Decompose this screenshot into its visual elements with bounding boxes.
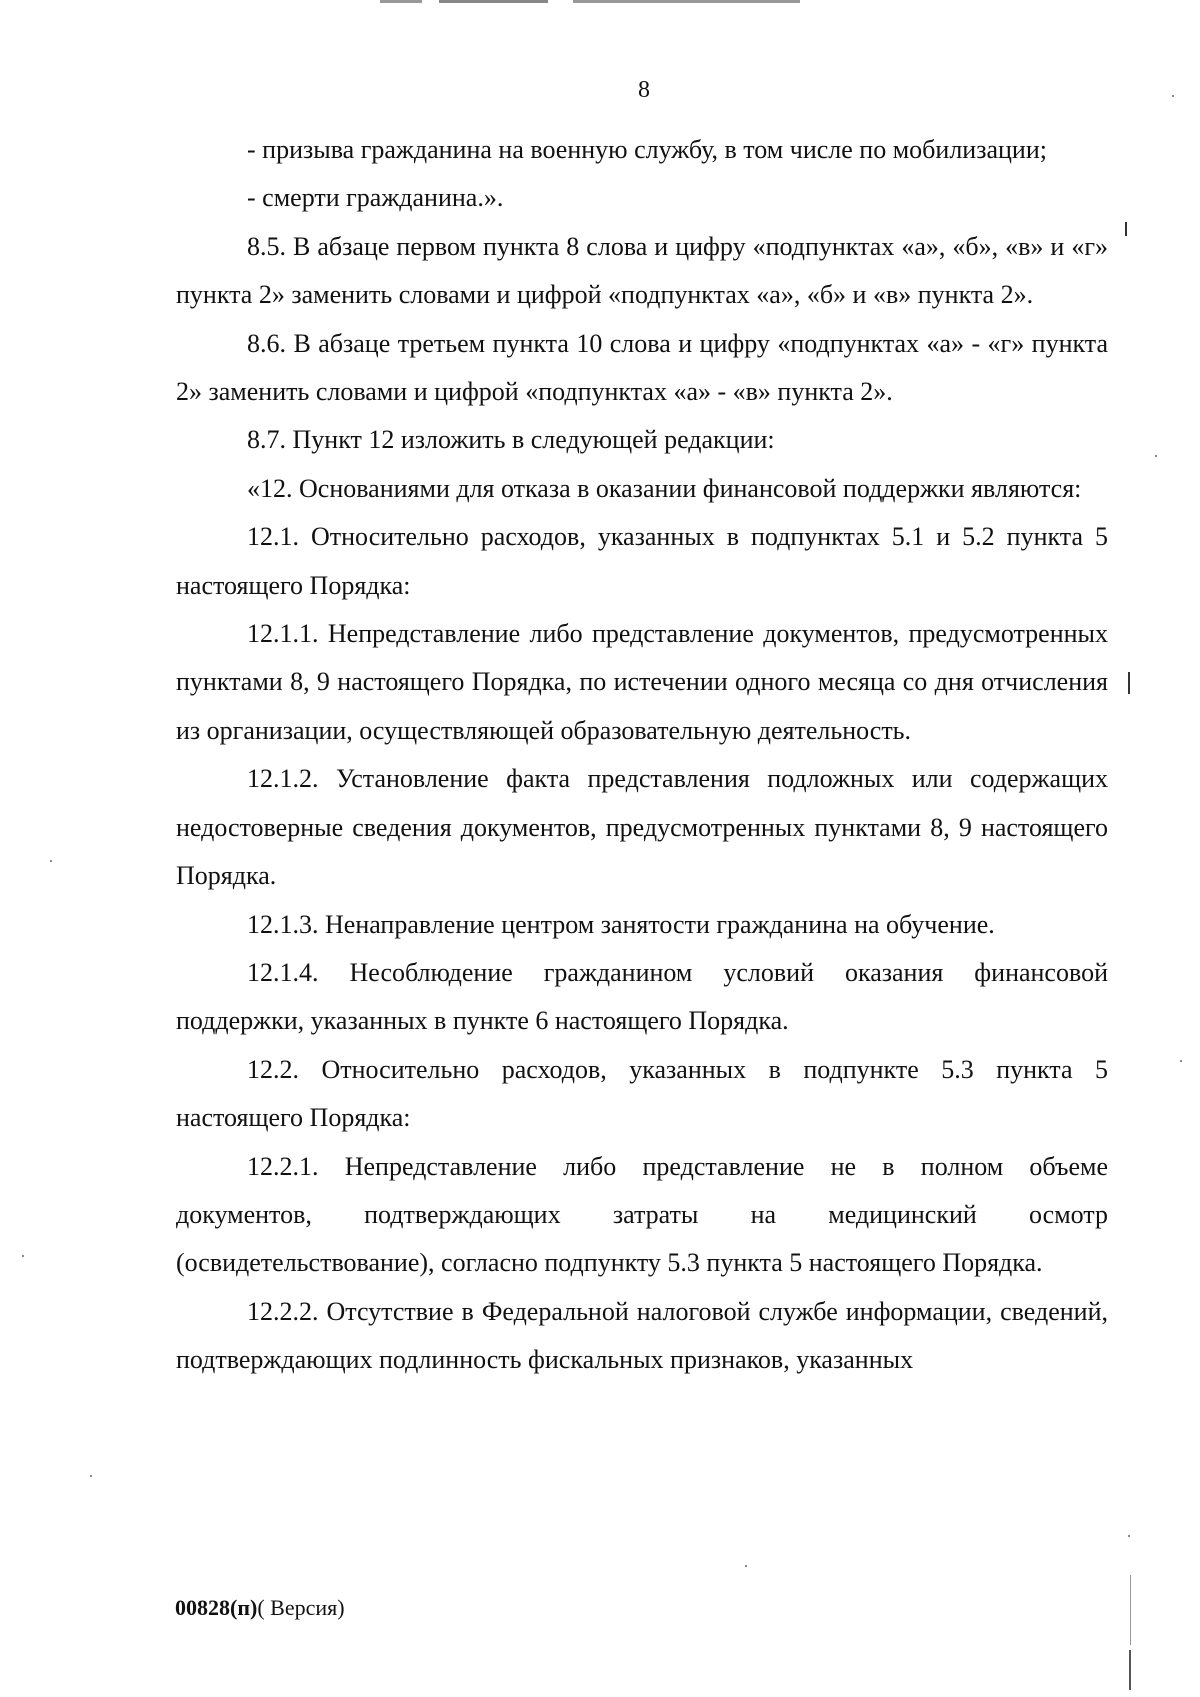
scan-dot xyxy=(745,1565,747,1567)
paragraph: 12.1.2. Установление факта представления подложных или содержащих недостоверные сведения документов, предусмотренных пунктами 8, 9 настоящего Порядка. xyxy=(176,764,1108,891)
scan-dot xyxy=(1180,1060,1182,1062)
paragraph: 12.2.2. Отсутствие в Федеральной налоговой службе информации, сведений, подтверждающих подлинность фискальных признаков, указанных xyxy=(176,1296,1108,1375)
paragraph: 12.1.3. Ненаправление центром занятости гражданина на обучение. xyxy=(247,909,995,939)
paragraph: 8.7. Пункт 12 изложить в следующей редакции: xyxy=(247,425,775,455)
paragraph: 8.5. В абзаце первом пункта 8 слова и цифру «подпунктах «а», «б», «в» и «г» пункта 2» заменить словами и цифрой «подпунктах «а», «б» и «в» пункта 2». xyxy=(176,231,1108,310)
paragraph: - смерти гражданина.». xyxy=(247,183,504,213)
scan-mark xyxy=(1125,222,1127,236)
page-number: 8 xyxy=(638,77,650,103)
paragraph: 12.1. Относительно расходов, указанных в подпунктах 5.1 и 5.2 пункта 5 настоящего Порядка: xyxy=(176,522,1108,600)
scan-mark xyxy=(1130,1575,1131,1645)
paragraph: «12. Основаниями для отказа в оказании финансовой поддержки являются: xyxy=(247,473,1082,503)
document-body xyxy=(176,126,1108,1385)
scan-dot xyxy=(22,1255,24,1257)
scan-mark xyxy=(1128,672,1130,694)
paragraph: - призыва гражданина на военную службу, в том числе по мобилизации; xyxy=(247,135,1047,164)
scan-dot xyxy=(1128,1535,1130,1537)
document-footer xyxy=(175,1594,345,1622)
paragraph: 8.6. В абзаце третьем пункта 10 слова и цифру «подпунктах «а» - «г» пункта 2» заменить словами и цифрой «подпунктах «а» - «в» пункта 2». xyxy=(176,328,1108,407)
paragraph: 12.1.1. Непредставление либо представление документов, предусмотренных пунктами 8, 9 настоящего Порядка, по истечении одного месяца со дня отчисления из организации, осуществляющей образовательную деятельность. xyxy=(176,619,1108,745)
scan-dot xyxy=(50,860,52,862)
scan-edge-mark xyxy=(380,0,800,3)
scan-dot xyxy=(90,1475,92,1477)
paragraph: 12.1.4. Несоблюдение гражданином условий оказания финансовой поддержки, указанных в пункте 6 настоящего Порядка. xyxy=(176,957,1108,1036)
paragraph: 12.2.1. Непредставление либо представление не в полном объеме документов, подтверждающих затраты на медицинский осмотр (освидетельствование), согласно подпункту 5.3 пункта 5 настоящего Порядка. xyxy=(176,1151,1108,1278)
document-version: ( Версия) xyxy=(257,1595,345,1620)
scan-mark xyxy=(1129,1650,1131,1690)
scan-dot xyxy=(1155,455,1157,457)
paragraph: 12.2. Относительно расходов, указанных в подпункте 5.3 пункта 5 настоящего Порядка: xyxy=(176,1054,1108,1133)
document-code: 00828(п) xyxy=(175,1595,258,1620)
scan-dot xyxy=(1172,95,1174,97)
